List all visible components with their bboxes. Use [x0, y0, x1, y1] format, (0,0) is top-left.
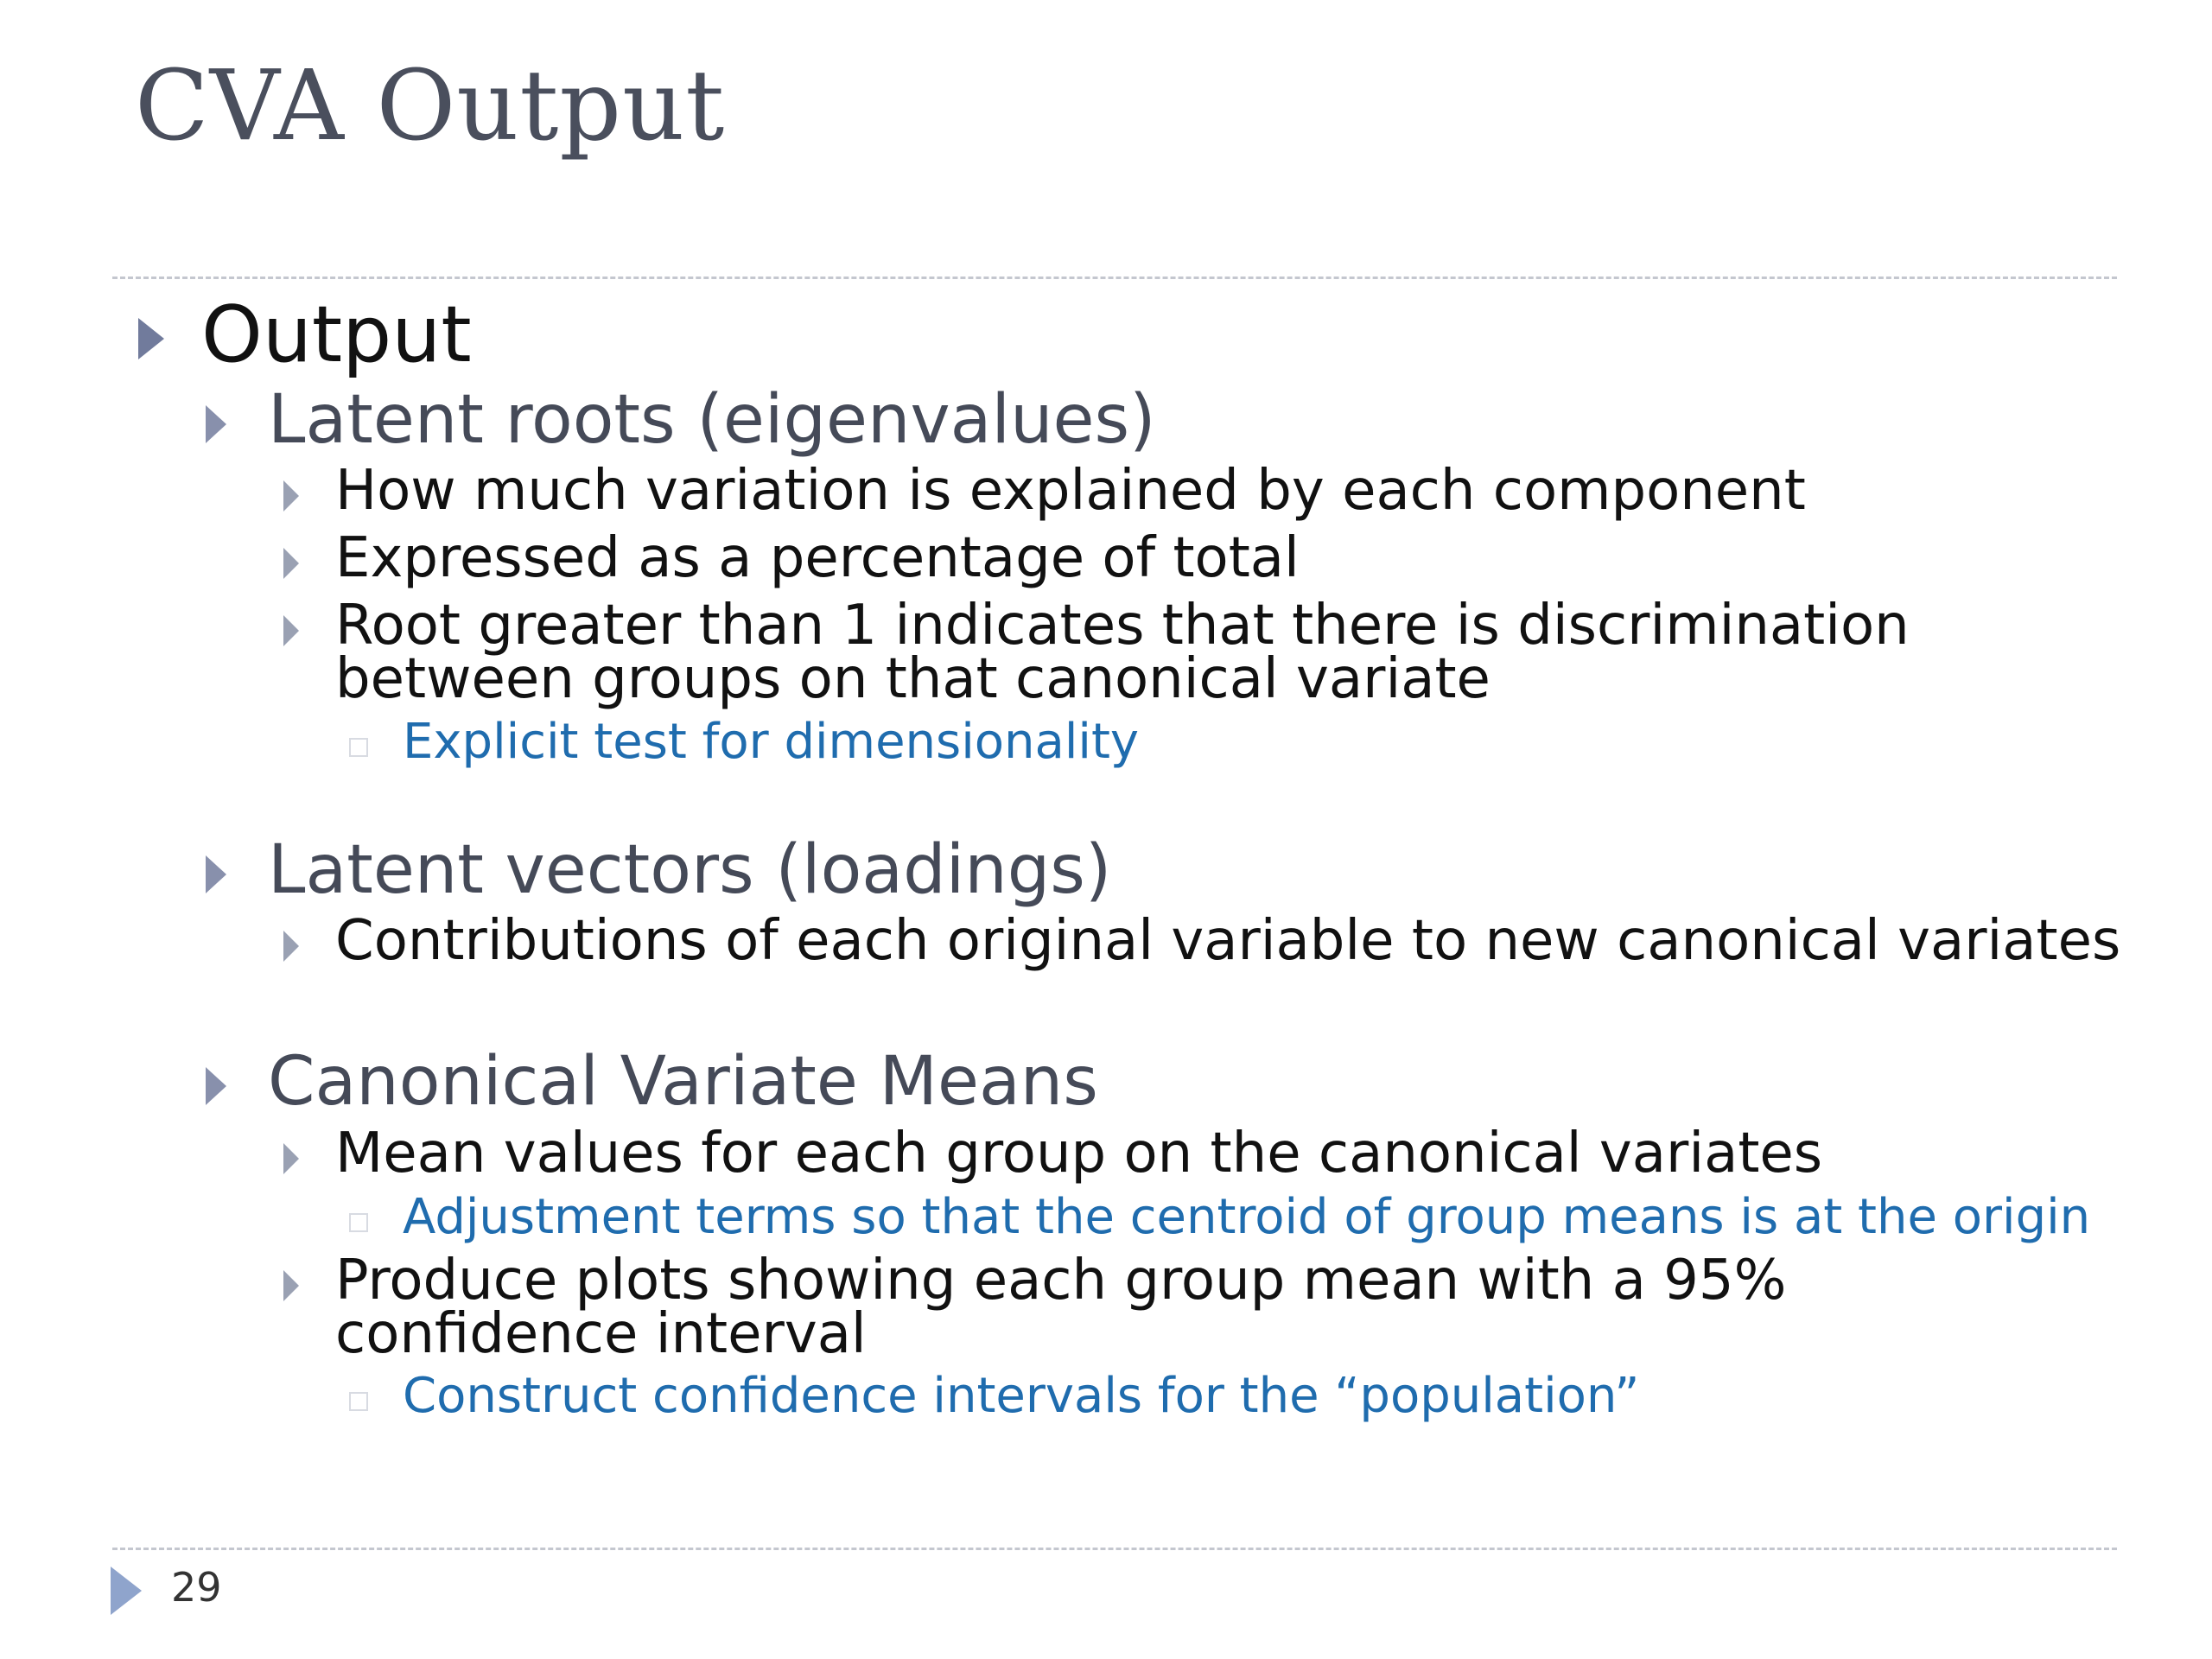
- triangle-bullet-icon: [283, 480, 299, 512]
- point-contributions: Contributions of each original variable to new canonical variates: [335, 909, 2121, 973]
- point-root-greater-than-one: Root greater than 1 indicates that there is discrimination between groups on that canonical variate: [335, 594, 1910, 711]
- triangle-bullet-icon: [206, 855, 226, 893]
- subpoint-adjustment-terms: Adjustment terms so that the centroid of group means is at the origin: [403, 1189, 2091, 1245]
- triangle-bullet-icon: [206, 1067, 226, 1105]
- section-latent-roots: Latent roots (eigenvalues): [268, 381, 1156, 459]
- triangle-bullet-icon: [283, 931, 299, 962]
- point-produce-plots: Produce plots showing each group mean with a 95% confidence interval: [335, 1249, 1787, 1366]
- heading-output: Output: [201, 289, 472, 380]
- triangle-bullet-icon: [138, 318, 164, 359]
- subpoint-confidence-intervals: Construct confidence intervals for the “population”: [403, 1368, 1640, 1424]
- triangle-bullet-icon: [283, 1143, 299, 1174]
- triangle-bullet-icon: [283, 548, 299, 579]
- top-divider: [112, 276, 2117, 279]
- point-mean-values: Mean values for each group on the canonical variates: [335, 1122, 1823, 1185]
- point-percentage-total: Expressed as a percentage of total: [335, 526, 1300, 590]
- page-number: 29: [171, 1564, 222, 1611]
- slide-title: CVA Output: [135, 50, 726, 162]
- triangle-footer-icon: [111, 1567, 142, 1615]
- square-bullet-icon: [349, 1392, 368, 1411]
- subpoint-dimensionality-test: Explicit test for dimensionality: [403, 714, 1140, 770]
- bottom-divider: [112, 1548, 2117, 1550]
- point-variation-explained: How much variation is explained by each component: [335, 459, 1806, 523]
- triangle-bullet-icon: [206, 405, 226, 443]
- section-latent-vectors: Latent vectors (loadings): [268, 831, 1112, 909]
- triangle-bullet-icon: [283, 615, 299, 646]
- square-bullet-icon: [349, 1213, 368, 1232]
- square-bullet-icon: [349, 738, 368, 757]
- section-canonical-variate-means: Canonical Variate Means: [268, 1043, 1098, 1121]
- triangle-bullet-icon: [283, 1270, 299, 1301]
